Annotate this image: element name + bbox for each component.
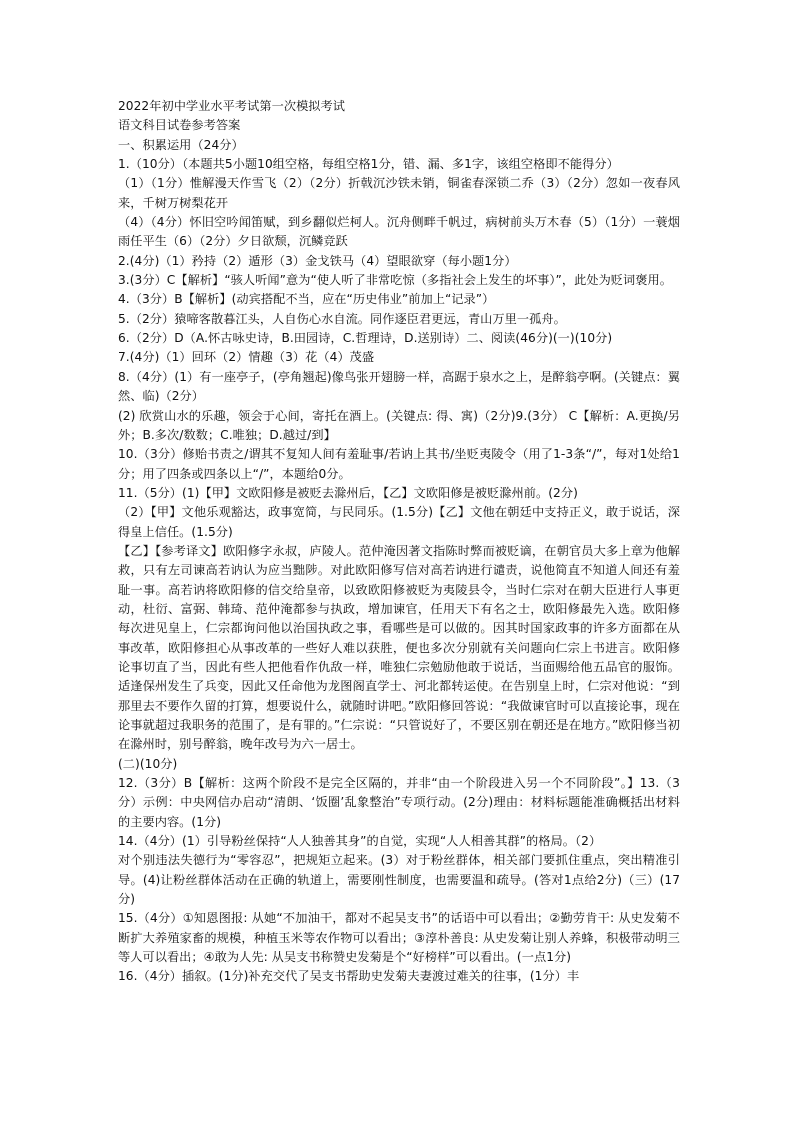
answer-key-text bbox=[118, 97, 680, 987]
answer-paragraph: 12.（3分）B【解析：这两个阶段不是完全区隔的，并非“由一个阶段进入另一个不同阶段”。】13.（3分）示例：中央网信办启动“清朗、‘饭圈’乱象整治”专项行动。(2分)理由：材料标题能准确概括出材料的主要内容。(1分) bbox=[118, 776, 680, 829]
section-heading: 一、积累运用（24分） bbox=[118, 137, 244, 152]
document-title: 2022年初中学业水平考试第一次模拟考试 bbox=[118, 99, 346, 113]
answer-paragraph: 14.（4分）(1）引导粉丝保持“人人独善其身”的自觉，实现“人人相善其群”的格局。（2） bbox=[118, 834, 602, 849]
answer-paragraph: （1）（1分）惟解漫天作雪飞（2）（2分）折戟沉沙铁未销，铜雀春深锁二乔（3）（2分）忽如一夜春风来，千树万树梨花开 bbox=[118, 176, 680, 210]
answer-paragraph: 3.(3分）C【解析】“骇人听闻”意为“使人听了非常吃惊（多指社会上发生的坏事）”，此处为贬词褒用。 bbox=[118, 273, 672, 288]
answer-paragraph: 10.（3分）修贻书责之/谓其不复知人间有羞耻事/若讷上其书/坐贬夷陵令（用了1-3条“/”，每对1处给1分；用了四条或四条以上“/”，本题给0分。 bbox=[118, 447, 680, 481]
answer-paragraph: （4）（4分）怀旧空吟闻笛赋，到乡翻似烂柯人。沉舟侧畔千帆过，病树前头万木春（5）（1分）一蓑烟雨任平生（6）（2分）夕日欲颓，沉鳞竞跃 bbox=[118, 215, 680, 249]
answer-paragraph: 7.(4分)（1）回环（2）情趣（3）花（4）茂盛 bbox=[118, 350, 375, 365]
answer-paragraph: 对个别违法失德行为“零容忍”，把规矩立起来。(3）对于粉丝群体，相关部门要抓住重点，突出精准引导。(4)让粉丝群体活动在正确的轨道上，需要刚性制度，也需要温和疏导。(答对1点给2分)（三）(17分) bbox=[118, 853, 680, 907]
answer-paragraph: 1.（10分）（本题共5小题10组空格，每组空格1分，错、漏、多1字，该组空格即不能得分） bbox=[118, 157, 619, 172]
answer-paragraph: 16.（4分）插叙。(1分)补充交代了吴支书帮助史发菊夫妻渡过难关的往事，(1分）丰 bbox=[118, 969, 580, 984]
answer-paragraph: 8.（4分）(1）有一座亭子，(亭角翘起)像鸟张开翅膀一样，高踞于泉水之上，是醉翁亭啊。(关键点：翼然、临)（2分） bbox=[118, 369, 680, 404]
answer-paragraph: 6.（2分）D（A.怀古咏史诗，B.田园诗，C.哲理诗，D.送别诗）二、阅读(46分)(一)(10分) bbox=[118, 331, 613, 346]
answer-paragraph: 2.(4分)（1）矜持（2）遁形（3）金戈铁马（4）望眼欲穿（每小题1分） bbox=[118, 253, 517, 268]
answer-paragraph: (2) 欣赏山水的乐趣，领会于心间，寄托在酒上。(关键点: 得、寓)（2分)9.(3分） C【解析：A.更换/另外；B.多次/数数；C.唯独；D.越过/到】 bbox=[118, 408, 680, 442]
section-heading: (二)(10分) bbox=[118, 756, 178, 771]
document-subtitle: 语文科目试卷参考答案 bbox=[118, 118, 241, 133]
translation-paragraph: 【乙】【参考译文】欧阳修字永叔，庐陵人。范仲淹因著文指陈时弊而被贬谪，在朝官员大多上章为他解救，只有左司谏高若讷认为应当黜陟。对此欧阳修写信对高若讷进行谴责，说他简直不知道人间还有羞耻一事。高若讷将欧阳修的信交给皇帝，以致欧阳修被贬为夷陵县令，当时仁宗对在朝大臣进行人事更动，杜衍、富弼、韩琦、范仲淹都参与执政，增加谏官，任用天下有名之士，欧阳修最先入选。欧阳修每次进见皇上，仁宗都询问他以治国执政之事，看哪些是可以做的。因其时国家政事的许多方面都在从事改革，欧阳修担心从事改革的一些好人难以获胜，便也多次分别就有关问题向仁宗上书进言。欧阳修论事切直了当，因此有些人把他看作仇敌一样，唯独仁宗勉励他敢于说话，当面赐给他五品官的服饰。适逢保州发生了兵变，因此又任命他为龙图阁直学士、河北都转运使。在告别皇上时，仁宗对他说：“到那里去不要作久留的打算，想要说什么，就随时讲吧。”欧阳修回答说：“我做谏官时可以直接论事，现在论事就超过我职务的范围了，是有罪的。”仁宗说：“只管说好了，不要区别在朝还是在地方。”欧阳修当初在滁州时，别号醉翁，晚年改号为六一居士。 bbox=[118, 543, 680, 752]
answer-paragraph: 15.（4分）①知恩图报: 从她“不加油干，都对不起吴支书”的话语中可以看出；②勤劳肯干: 从史发菊不断扩大养殖家畜的规模，种植玉米等农作物可以看出；③淳朴善良: 从史发菊让别人养蜂，积极带动明三等人可以看出；④敢为人先: 从吴支书称赞史发菊是个“好榜样”可以看出。(一点1分) bbox=[118, 911, 680, 965]
answer-paragraph: 5.（2分）猿啼客散暮江头，人自伤心水自流。同作逐臣君更远，青山万里一孤舟。 bbox=[118, 311, 566, 326]
answer-paragraph: 4.（3分）B【解析】(动宾搭配不当，应在“历史伟业”前加上“记录”） bbox=[118, 292, 495, 307]
answer-paragraph: 11.（5分）(1)【甲】文欧阳修是被贬去滁州后，【乙】文欧阳修是被贬滁州前。(2分) bbox=[118, 485, 578, 500]
answer-paragraph: （2）【甲】文他乐观豁达，政事宽简，与民同乐。(1.5分)【乙】文他在朝廷中支持正义，敢于说话，深得皇上信任。(1.5分) bbox=[118, 505, 680, 539]
